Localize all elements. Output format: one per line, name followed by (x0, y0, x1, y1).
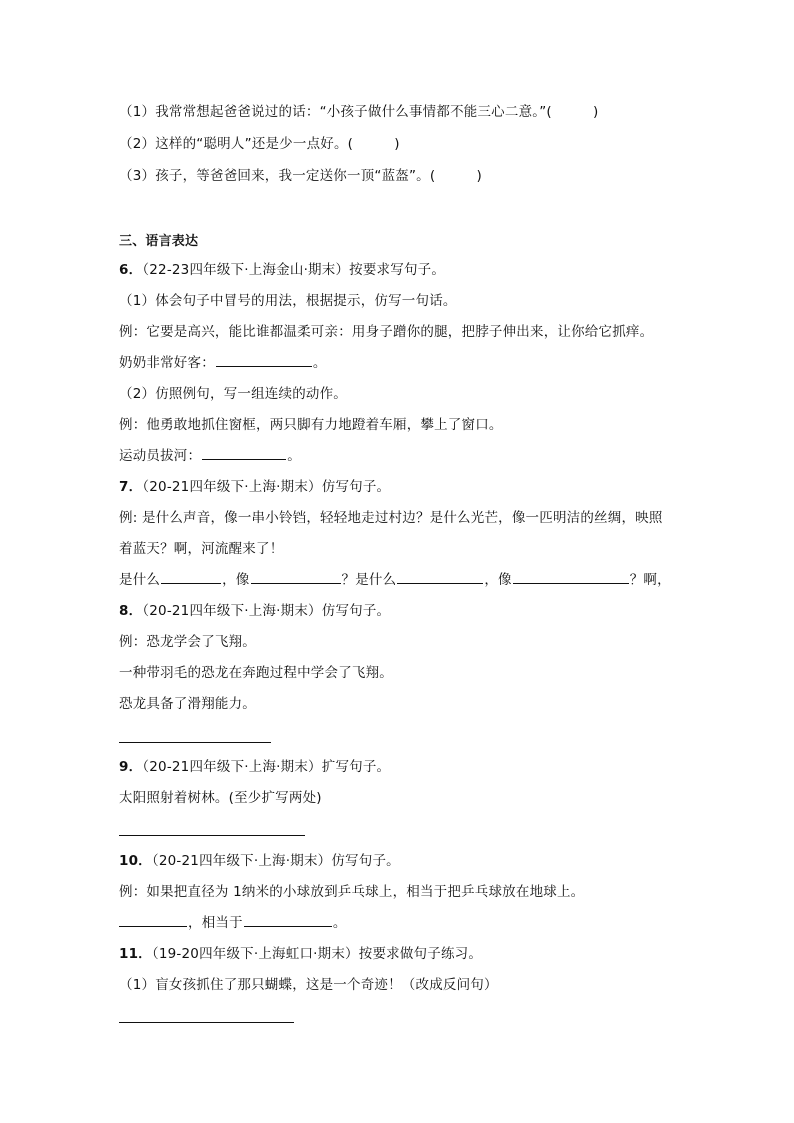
q10-fill-line: ，相当于 。 (119, 914, 347, 932)
q6-example-2: 例：他勇敢地抓住窗框，两只脚有力地蹬着车厢，攀上了窗口。 (119, 417, 503, 433)
question-number: 9． (119, 759, 143, 775)
question-number: 7． (119, 479, 143, 495)
question-number: 10． (119, 853, 152, 869)
answer-blank[interactable] (202, 447, 286, 460)
q8-example: 例：恐龙学会了飞翔。 (119, 634, 256, 650)
question-number: 8． (119, 603, 143, 619)
question-11-header (119, 945, 482, 963)
answer-blank[interactable] (251, 571, 341, 584)
q6-part1-instruction: （1）体会句子中冒号的用法，根据提示，仿写一句话。 (119, 293, 457, 309)
q6-fill-line-2: 运动员拔河： 。 (119, 448, 301, 464)
q7-fill-line: 是什么 ，像 ？是什么 ，像 ？啊， (119, 572, 671, 588)
question-source: （19-20四年级下·上海虹口·期末）按要求做句子练习。 (151, 946, 483, 962)
question-source: （20-21四年级下·上海·期末）仿写句子。 (151, 853, 400, 869)
answer-blank[interactable] (161, 571, 221, 584)
answer-blank[interactable] (216, 354, 312, 367)
q11-part1: （1）盲女孩抓住了那只蝴蝶，这是一个奇迹！（改成反问句） (119, 977, 498, 993)
q8-example-expanded: 一种带羽毛的恐龙在奔跑过程中学会了飞翔。 (119, 665, 393, 681)
question-source: （20-21四年级下·上海·期末）扩写句子。 (142, 759, 391, 775)
answer-blank[interactable] (244, 914, 332, 927)
question-6-header (119, 261, 445, 279)
q9-task: 太阳照射着树林。(至少扩写两处) (119, 790, 322, 806)
section-title: 三、语言表达 (119, 234, 199, 249)
question-7-header (119, 478, 390, 496)
answer-blank[interactable] (397, 571, 483, 584)
question-number: 6． (119, 262, 143, 278)
answer-line[interactable] (119, 835, 305, 836)
sentence-item-1: （1）我常常想起爸爸说过的话：“小孩子做什么事情都不能三心二意。”( ) (119, 104, 599, 120)
question-source: （22-23四年级下·上海金山·期末）按要求写句子。 (142, 262, 446, 278)
q7-example-line-1: 例: 是什么声音，像一串小铃铛，轻轻地走过村边？是什么光芒，像一匹明洁的丝绸，映照 (119, 510, 663, 526)
question-number: 11． (119, 946, 152, 962)
q8-task: 恐龙具备了滑翔能力。 (119, 696, 256, 712)
question-source: （20-21四年级下·上海·期末）仿写句子。 (142, 603, 391, 619)
question-source: （20-21四年级下·上海·期末）仿写句子。 (142, 479, 391, 495)
q10-example: 例：如果把直径为 1纳米的小球放到乒乓球上，相当于把乒乓球放在地球上。 (119, 884, 585, 900)
sentence-item-2: （2）这样的“聪明人”还是少一点好。( ) (119, 136, 400, 152)
q6-part2-instruction: （2）仿照例句，写一组连续的动作。 (119, 386, 347, 402)
q6-fill-line-1: 奶奶非常好客： 。 (119, 355, 327, 371)
answer-line[interactable] (119, 1022, 294, 1023)
answer-line[interactable] (119, 742, 271, 743)
q6-example-1: 例：它要是高兴，能比谁都温柔可亲：用身子蹭你的腿，把脖子伸出来，让你给它抓痒。 (119, 324, 654, 340)
answer-blank[interactable] (119, 914, 187, 927)
sentence-item-3: （3）孩子，等爸爸回来，我一定送你一顶“蓝盔”。( ) (119, 168, 482, 184)
question-9-header (119, 758, 390, 776)
q7-example-line-2: 着蓝天？啊，河流醒来了！ (119, 541, 284, 557)
answer-blank[interactable] (513, 571, 629, 584)
question-8-header (119, 602, 390, 620)
question-10-header (119, 852, 400, 870)
